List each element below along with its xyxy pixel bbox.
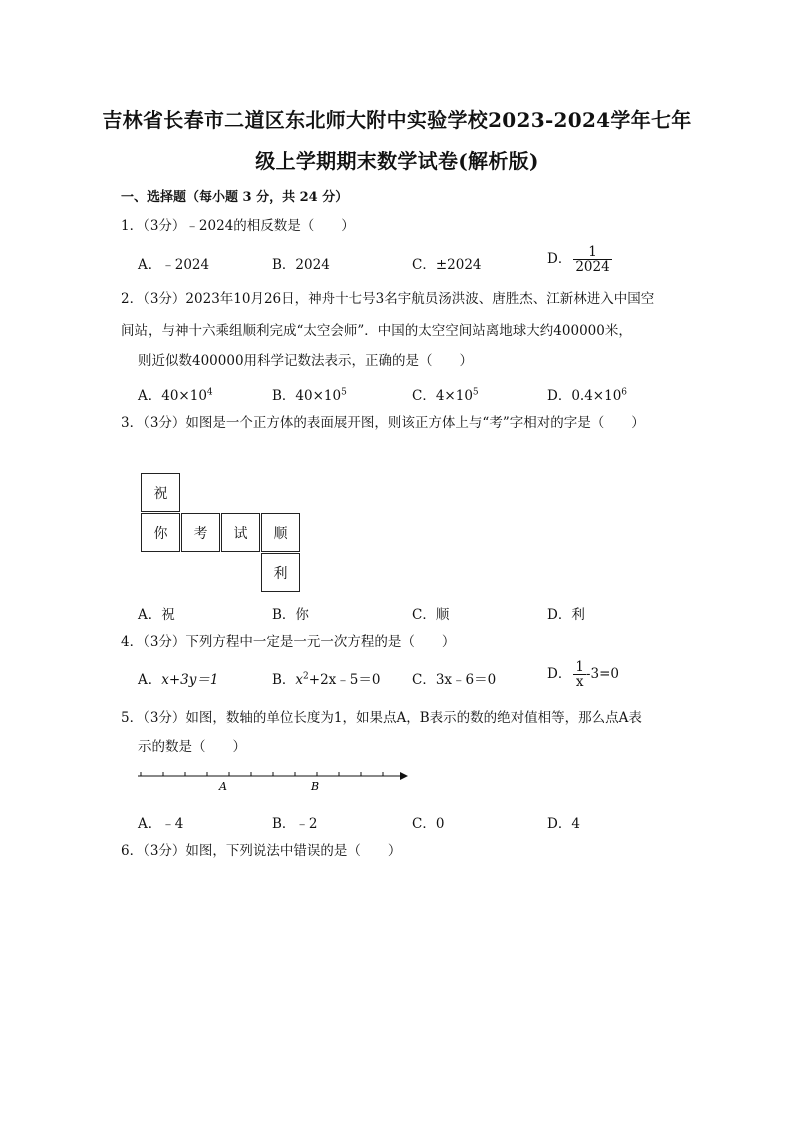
q4-option-c-expression: 3x﹣6＝0 — [435, 672, 497, 688]
q2-option-c-exponent: 5 — [472, 387, 479, 398]
q4-option-b-prefix: B． — [272, 672, 296, 688]
q2-option-d — [547, 384, 627, 404]
q4-option-d-prefix: D． — [547, 666, 572, 682]
q1-option-c: C．±2024 — [412, 257, 482, 273]
question-6-stem: 6．（3分）如图，下列说法中错误的是（ ） — [121, 843, 402, 859]
cube-cell-li: 利 — [261, 553, 300, 592]
question-2-line2: 间站，与神十六乘组顺利完成“太空会师”．中国的太空空间站离地球大约400000米， — [121, 323, 632, 339]
q4-option-b — [272, 668, 380, 688]
q1-option-a: A．﹣2024 — [138, 257, 210, 273]
fraction-denominator: x — [575, 674, 584, 690]
section-heading: 一、选择题（每小题 3 分，共 24 分） — [121, 190, 349, 205]
q2-option-b-base: B．40×10 — [272, 388, 342, 404]
q5-option-a: A．﹣4 — [138, 816, 184, 832]
question-3-stem: 3．（3分）如图是一个正方体的表面展开图，则该正方体上与“考”字相对的字是（ ） — [121, 415, 645, 431]
page-title-line2: 级上学期期末数学试卷(解析版) — [255, 149, 539, 173]
q1-option-d-fraction — [573, 245, 611, 274]
question-1-stem: 1．（3分）﹣2024的相反数是（ ） — [121, 218, 355, 234]
q2-option-c — [412, 384, 479, 404]
q2-option-c-base: C．4×10 — [412, 388, 473, 404]
page-title-line1: 吉林省长春市二道区东北师大附中实验学校2023-2024学年七年 — [102, 108, 692, 132]
question-4-stem: 4．（3分）下列方程中一定是一元一次方程的是（ ） — [121, 634, 456, 650]
number-line-figure — [138, 768, 408, 798]
q4-option-d — [547, 660, 619, 689]
cube-cell-ni: 你 — [141, 513, 180, 552]
fraction-numerator: 1 — [575, 659, 584, 675]
q2-option-a-base: A．40×10 — [138, 388, 207, 404]
q1-option-d — [547, 245, 612, 274]
question-5-line1: 5．（3分）如图，数轴的单位长度为1，如果点A，B表示的数的绝对值相等，那么点A表 — [121, 710, 642, 726]
q1-option-b: B．2024 — [272, 257, 330, 273]
q2-option-d-exponent: 6 — [621, 387, 628, 398]
question-2-line1: 2．（3分）2023年10月26日，神舟十七号3名宇航员汤洪波、唐胜杰、江新林进入中国空 — [121, 291, 655, 307]
q5-option-d: D．4 — [547, 816, 580, 832]
q4-option-d-fraction — [573, 660, 586, 689]
q3-option-c: C．顺 — [412, 607, 450, 623]
fraction-numerator: 1 — [573, 245, 611, 260]
q4-option-b-rest: +2x﹣5＝0 — [308, 672, 381, 688]
cube-cell-zhu: 祝 — [141, 473, 180, 512]
q3-option-b: B．你 — [272, 607, 309, 623]
cube-cell-shun: 顺 — [261, 513, 300, 552]
q4-option-a-expression: x+3y＝1 — [161, 672, 219, 688]
q4-option-b-exponent: 2 — [303, 671, 309, 682]
q5-option-b: B．﹣2 — [272, 816, 318, 832]
q4-option-d-rest: -3=0 — [585, 666, 619, 682]
q2-option-b — [272, 384, 347, 404]
q5-option-c: C．0 — [412, 816, 445, 832]
q3-option-d: D．利 — [547, 607, 585, 623]
question-2-line3: 则近似数400000用科学记数法表示，正确的是（ ） — [138, 353, 474, 369]
cube-cell-shi: 试 — [221, 513, 260, 552]
number-line-arrow — [400, 772, 408, 780]
point-a-label: A — [219, 780, 227, 793]
q2-option-a-exponent: 4 — [206, 387, 213, 398]
q2-option-d-base: D．0.4×10 — [547, 388, 622, 404]
q1-option-d-prefix: D． — [547, 251, 572, 267]
cube-cell-kao: 考 — [181, 513, 220, 552]
q4-option-b-variable: x — [295, 672, 304, 688]
q2-option-a — [138, 384, 213, 404]
fraction-denominator: 2024 — [575, 259, 610, 275]
q4-option-c-prefix: C． — [412, 672, 436, 688]
q3-option-a: A．祝 — [138, 607, 175, 623]
q4-option-a-prefix: A． — [138, 672, 162, 688]
number-line-ticks — [141, 772, 383, 776]
q2-option-b-exponent: 5 — [341, 387, 347, 398]
q4-option-c — [412, 668, 496, 688]
point-b-label: B — [311, 780, 320, 793]
question-5-line2: 示的数是（ ） — [138, 739, 246, 755]
q4-option-a — [138, 668, 218, 688]
